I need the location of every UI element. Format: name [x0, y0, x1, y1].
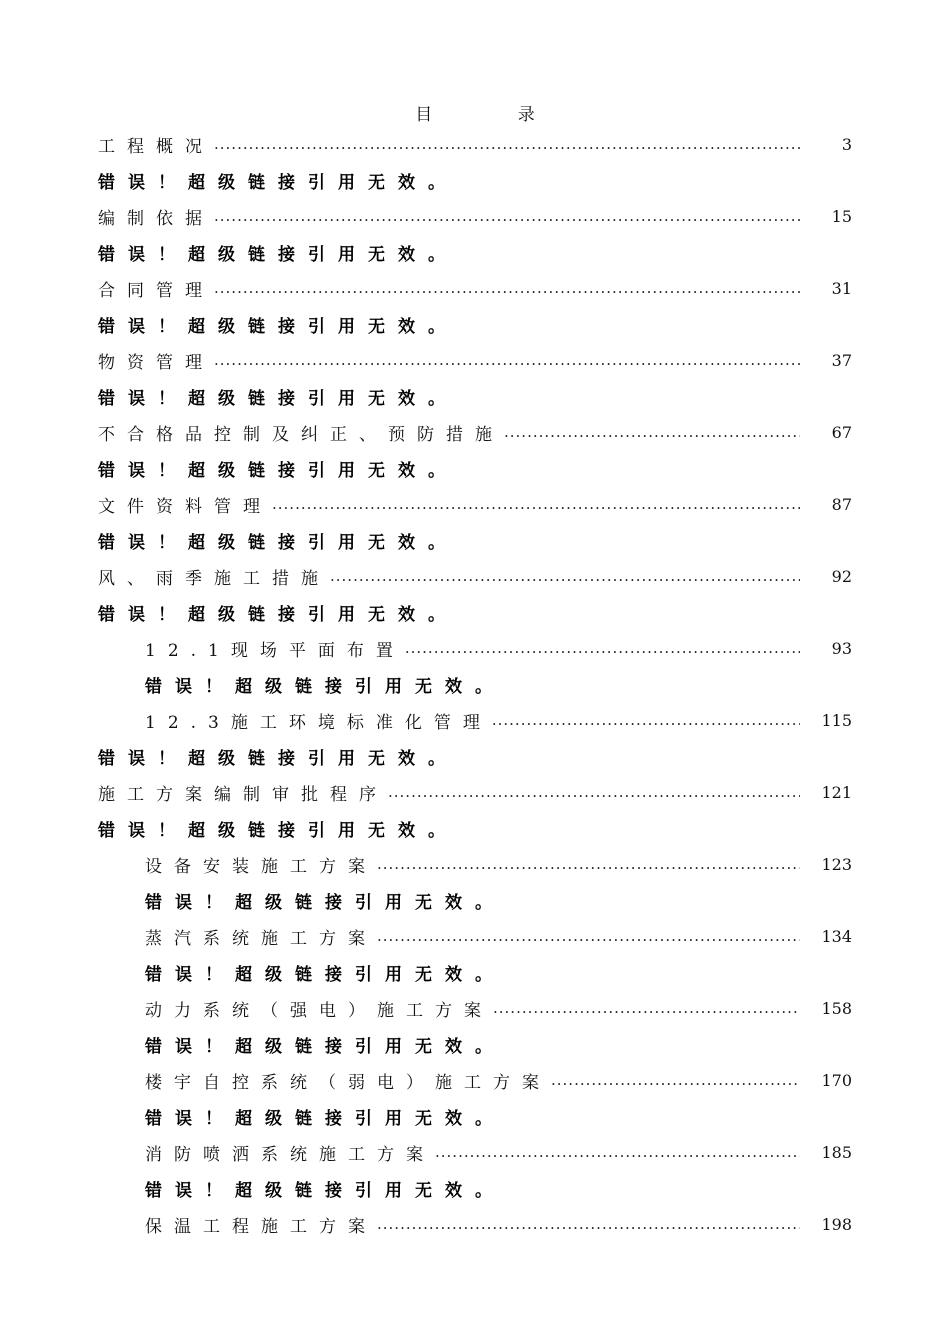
toc-leader-dots	[214, 135, 800, 153]
toc-entry-page: 93	[831, 638, 852, 658]
toc-leader-dots	[377, 1215, 800, 1233]
toc-leader-dots	[214, 351, 800, 369]
toc-leader-dots	[405, 639, 800, 657]
toc-error-message: 错误！超级链接引用无效。	[145, 1180, 505, 1201]
toc-entry-page: 123	[821, 854, 852, 874]
toc-entry[interactable]	[98, 560, 852, 592]
toc-error-message: 错误！超级链接引用无效。	[98, 532, 458, 553]
toc-entry[interactable]	[98, 128, 852, 160]
toc-leader-dots	[504, 423, 800, 441]
toc-entry-page: 92	[831, 566, 852, 586]
toc-entry[interactable]	[98, 416, 852, 448]
toc-entry-page: 37	[831, 350, 852, 370]
toc-entry-page: 115	[821, 710, 852, 730]
toc-entry[interactable]	[145, 632, 852, 664]
toc-entry-label: 合同管理	[98, 280, 214, 301]
toc-entry-label: 保温工程施工方案	[145, 1216, 377, 1237]
toc-entry[interactable]	[145, 1064, 852, 1096]
toc-entry-page: 87	[831, 494, 852, 514]
toc-entry-label: 12.3施工环境标准化管理	[145, 712, 492, 733]
toc-entry-label: 文件资料管理	[98, 496, 272, 517]
toc-leader-dots	[377, 927, 800, 945]
toc-error-message: 错误！超级链接引用无效。	[98, 244, 458, 265]
toc-entry-label: 楼宇自控系统（弱电）施工方案	[145, 1072, 551, 1093]
toc-entry[interactable]	[98, 344, 852, 376]
toc-entry[interactable]	[98, 200, 852, 232]
toc-leader-dots	[214, 279, 800, 297]
toc-leader-dots	[272, 495, 800, 513]
toc-error-message: 错误！超级链接引用无效。	[145, 676, 505, 697]
toc-entry-label: 施工方案编制审批程序	[98, 784, 388, 805]
toc-entry-label: 不合格品控制及纠正、预防措施	[98, 424, 504, 445]
toc-entry[interactable]	[98, 272, 852, 304]
toc-error-message: 错误！超级链接引用无效。	[145, 1036, 505, 1057]
toc-error-message: 错误！超级链接引用无效。	[145, 964, 505, 985]
toc-entry-page: 198	[821, 1214, 852, 1234]
toc-entry-label: 编制依据	[98, 208, 214, 229]
toc-title: 目 录	[415, 105, 575, 125]
toc-error-message: 错误！超级链接引用无效。	[98, 604, 458, 625]
toc-leader-dots	[388, 783, 800, 801]
toc-leader-dots	[214, 207, 800, 225]
toc-entry-label: 消防喷洒系统施工方案	[145, 1144, 435, 1165]
toc-error-message: 错误！超级链接引用无效。	[145, 892, 505, 913]
toc-entry-label: 风、雨季施工措施	[98, 568, 330, 589]
toc-error-message: 错误！超级链接引用无效。	[98, 172, 458, 193]
toc-entry-page: 31	[831, 278, 852, 298]
toc-error-message: 错误！超级链接引用无效。	[98, 388, 458, 409]
toc-leader-dots	[435, 1143, 800, 1161]
toc-leader-dots	[493, 999, 800, 1017]
toc-entry[interactable]	[145, 1208, 852, 1240]
toc-entry[interactable]	[145, 1136, 852, 1168]
toc-entry-page: 158	[821, 998, 852, 1018]
toc-entry[interactable]	[98, 776, 852, 808]
toc-entry-page: 185	[821, 1142, 852, 1162]
toc-entry[interactable]	[98, 488, 852, 520]
toc-error-message: 错误！超级链接引用无效。	[98, 460, 458, 481]
toc-entry[interactable]	[145, 920, 852, 952]
toc-entry-page: 15	[831, 206, 852, 226]
toc-leader-dots	[492, 711, 800, 729]
toc-error-message: 错误！超级链接引用无效。	[145, 1108, 505, 1129]
toc-entry-page: 134	[821, 926, 852, 946]
toc-entry-label: 蒸汽系统施工方案	[145, 928, 377, 949]
toc-entry-page: 170	[821, 1070, 852, 1090]
toc-entry-label: 工程概况	[98, 136, 214, 157]
toc-leader-dots	[377, 855, 800, 873]
toc-entry-page: 121	[821, 782, 852, 802]
toc-entry[interactable]	[145, 848, 852, 880]
toc-entry-page: 67	[831, 422, 852, 442]
toc-entry-page: 3	[841, 134, 852, 154]
toc-leader-dots	[330, 567, 800, 585]
toc-leader-dots	[551, 1071, 800, 1089]
toc-entry-label: 动力系统（强电）施工方案	[145, 1000, 493, 1021]
toc-entry[interactable]	[145, 704, 852, 736]
toc-error-message: 错误！超级链接引用无效。	[98, 316, 458, 337]
toc-entry-label: 12.1现场平面布置	[145, 640, 405, 661]
toc-entry-label: 物资管理	[98, 352, 214, 373]
toc-error-message: 错误！超级链接引用无效。	[98, 820, 458, 841]
toc-entry-label: 设备安装施工方案	[145, 856, 377, 877]
toc-error-message: 错误！超级链接引用无效。	[98, 748, 458, 769]
toc-entry[interactable]	[145, 992, 852, 1024]
